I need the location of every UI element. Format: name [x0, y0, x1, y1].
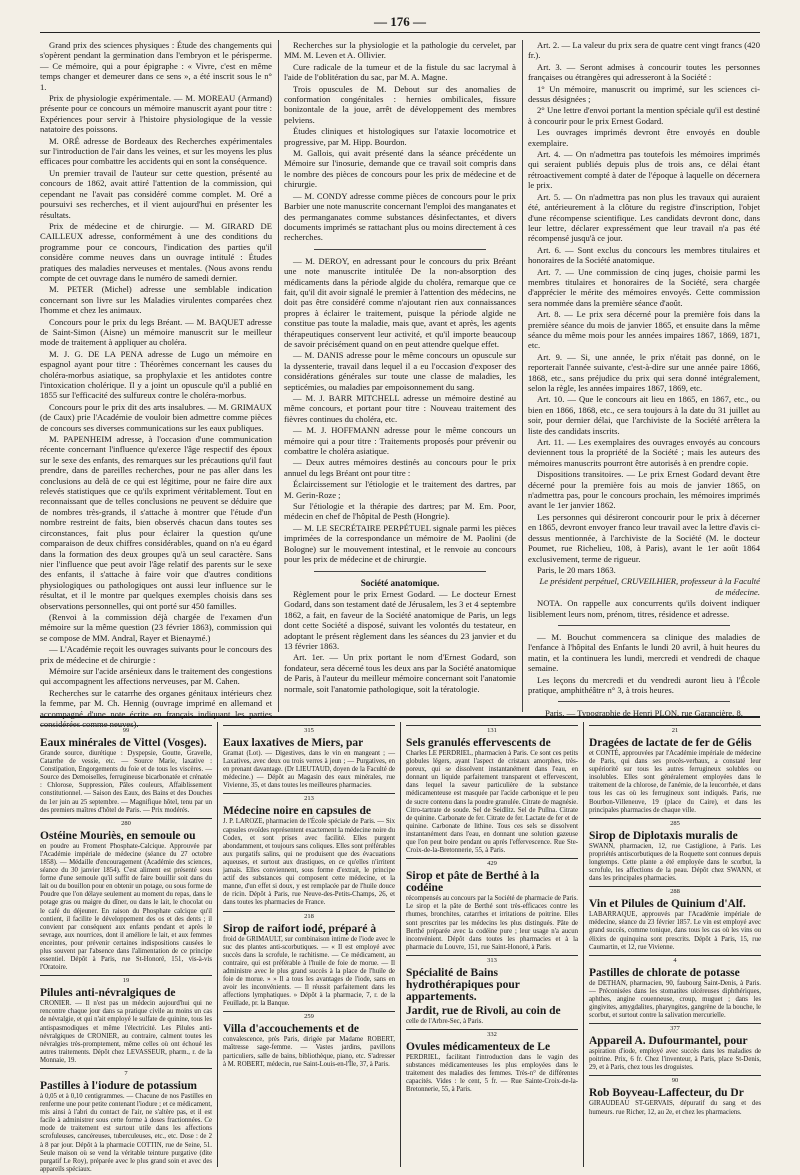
paragraph: Trois opuscules de M. Debout sur des anomalies de conformation congénitales : hernies ombilicales, fissure bonizontale de la joue, arrêt de développement des membres pelviens. — [284, 83, 516, 125]
ad-body: et CONTÉ, approuvées par l'Académie impériale de médecine de Paris, qui dans ses procès-verbaux, a constaté leur supériorité sur tous les autres ferrugineux solubles ou insolubles. Elles sont généralement employées dans le traitement de la chlorose, de l'anémie, de la leucorrhée, et dans tous les cas où les ferrugineux sont indiqués. Paris, rue Bourbon-Villeneuve, 19 (place du Caire), et dans les principales pharmacies de chaque ville. — [589, 750, 761, 814]
advertisement — [589, 1023, 761, 1072]
paragraph: Sur l'étiologie et la thérapie des dartres; par M. Em. Poor, médecin en chef de l'hôpital de Pesth (Hongrie). — [284, 501, 516, 522]
paragraph: Art. 5. — On n'admettra pas non plus les travaux qui auraient été, antérieurement à la clôture du registre d'inscription, l'objet d'une récompense scientifique. Les candidats devront donc, dans leur lettre, déclarer expressément que leur travail n'a pas été récompensé jusqu'à ce jour. — [528, 191, 760, 244]
ad-title: Appareil A. Dufourmantel, pour — [589, 1035, 748, 1048]
section-separator — [314, 571, 486, 572]
paragraph: Les personnes qui désireront concourir pour le prix à décerner en 1865, devront envoyer franco leur travail avec la lettre d'avis ci-dessus mentionnée, à l'archiviste de la Société (M. le docteur Poumet, rue Richelieu, 108, à Paris), avant le 1er août 1864 exclusivement, terme de rigueur. — [528, 511, 760, 564]
advertisement — [406, 1029, 578, 1094]
ad-body: Gramat (Lot). — Digestives, dans le vin en mangeant ; — Laxatives, avec deux ou trois verres à jeun ; — Purgatives, en en prenant davantage. (Dr LIEUTAUD, doyen de la Faculté de médecine.) — Dépôt au Magasin des eaux minérales, rue Vivienne, 35, et dans toutes les meilleures pharmacies. — [223, 750, 395, 790]
ad-number: 90 — [589, 1075, 761, 1085]
paragraph: Paris, le 20 mars 1863. — [537, 564, 616, 575]
advertisement — [223, 911, 395, 1009]
paragraph: — M. CONDY adresse comme pièces de concours pour le prix Barbier une note manuscrite concernant l'emploi des manganates et des permanganates comme substances désinfectantes, et divers documents imprimés se rattachant plus ou moins directement à ces recherches. — [284, 190, 516, 243]
advertisement — [223, 793, 395, 907]
paragraph: M. PAPENHEIM adresse, à l'occasion d'une communication récente concernant l'influence qu'exerce l'âge respectif des époux sur le sexe des enfants, des remarques sur les précautions qu'il faut prendre, dans de pareilles recherches, pour ne pas aller dans les conclusions au delà de ce qui est légitime, pour ne faire dire aux relevés statistiques que ce qu'ils expriment véritablement. Tout en reconnaissant que de telles conclusions ne peuvent se déduire que de nombres très-grands, il s'attache à montrer que l'étude d'un nombre restreint de faits, bien observés chacun dans toutes ses circonstances, fait plus pour éclairer la question qu'une comparaison de deux chiffres considérables, quand on n'a eu égard dans la formation des deux groupes qu'à un seul caractère. Sans nier l'influence que peut avoir l'âge relatif des parents sur le sexe des enfants, il s'attache à faire voir que d'autres conditions physiologiques ou pathologiques ont aussi leur influence sur le résultat, et il le montre par quelques exemples choisis dans ses observations personnelles, qui ont porté sur 450 familles. — [40, 434, 272, 611]
paragraph: Un premier travail de l'auteur sur cette question, présenté au concours de 1862, avait attiré l'attention de la commission, qui cependant ne l'avait pas considéré comme complet. M. Oré a poursuivi ses recherches, et il vient aujourd'hui en présenter les résultats. — [40, 167, 272, 220]
advertisement — [40, 1068, 212, 1174]
section-heading: Société anatomique. — [360, 577, 440, 588]
ad-title: Ostéine Mouriès, en semoule ou — [40, 829, 196, 842]
ad-body: aspiration d'iode, employé avec succès dans les maladies de poitrine. Prix, 6 fr. Chez l'inventeur, à Paris, place St-Denis, 29, et à Paris, chez tous les droguistes. — [589, 1048, 761, 1072]
ad-column-2 — [223, 722, 395, 1167]
ad-number: 288 — [589, 886, 761, 896]
paragraph: Art. 4. — On n'admettra pas toutefois les mémoires imprimés qui seraient publiés depuis plus de trois ans, ce délai étant rétroactivement compté à dater de l'époque à laquelle on décernera le prix. — [528, 149, 760, 191]
ad-number: 99 — [40, 725, 212, 735]
ad-title: Eaux minérales de Vittel (Vosges). — [40, 737, 207, 749]
ad-body: CRONIER. — Il n'est pas un médecin aujourd'hui qui ne rencontre chaque jour dans sa pratique civile au moins un cas de névralgie, et qui n'ait employé le sulfate de quinine, tous les antispasmodiques et même l'électricité. Les Pilules anti-névralgiques de CRONIER, au contraire, calment toutes les névralgies très-promptement, même celles où ont échoué les autres traitements. Dépôt chez LEVASSEUR, pharm., r. de la Monnaie, 19. — [40, 1000, 212, 1064]
ad-body: convalescence, près Paris, dirigée par Madame ROBERT, maîtresse sage-femme. — Vastes jardins, pavillons particuliers, salle de bains, bibliothèque, piano, etc. S'adresser à M. ROBERT, médecin, rue Saint-Louis-en-l'Île, 37, à Paris. — [223, 1036, 395, 1068]
paragraph: Recherches sur le catarrhe des organes génitaux intérieurs chez la femme, par M. Ch. Hennig (ouvrage imprimé en allemand et accompagné d'une note écrite en français indiquant les parties considérées comme neuves). — [40, 687, 272, 729]
paragraph: M. Gallois, qui avait présenté dans la séance précédente un Mémoire sur l'inosurie, demande que ce travail soit compris dans le nombre des pièces de concours pour les prix de médecine et de chirurgie. — [284, 148, 516, 190]
ad-number: 7 — [40, 1068, 212, 1078]
paragraph: (Renvoi à la commission déjà chargée de l'examen d'un mémoire sur la même question (23 février 1863), commission qui se compose de MM. Andral, Rayer et Bienaymé.) — [40, 611, 272, 643]
column-rule — [278, 40, 279, 712]
paragraph: Les leçons du mercredi et du vendredi auront lieu à l'École pratique, amphithéâtre n° 3, à trois heures. — [528, 674, 760, 695]
paragraph: Éclaircissement sur l'étiologie et le traitement des dartres, par M. Gerin-Roze ; — [284, 479, 516, 500]
section-separator — [558, 701, 730, 702]
ad-number: 218 — [223, 911, 395, 921]
ad-number: 315 — [223, 725, 395, 735]
ad-column-4 — [589, 722, 761, 1167]
paragraph: Art. 2. — La valeur du prix sera de quatre cent vingt francs (420 fr.). — [528, 40, 760, 61]
ad-number: 259 — [223, 1011, 395, 1021]
paragraph: Art. 10. — Que le concours ait lieu en 1865, en 1867, etc., ou bien en 1866, 1868, etc., ce sera toujours à la date du 31 juillet au soir, pour dernier délai, que l'archiviste de la Société arrêtera la liste des candidats inscrits. — [528, 394, 760, 436]
paragraph: Mémoire sur l'acide arsénieux dans le traitement des congestions qui accompagnent les affections nerveuses, par M. Cahen. — [40, 665, 273, 687]
ad-title: Eaux laxatives de Miers, par — [223, 737, 364, 749]
paragraph: Grand prix des sciences physiques : Étude des changements qui s'opèrent pendant la germination dans l'embryon et le périsperme. — Ce mémoire, qui a pour épigraphe : « Vivre, c'est en même temps changer et demeurer dans ce sens », a été inscrit sous le n° 1. — [40, 40, 272, 92]
ad-title: Sirop de Diplotaxis muralis de — [589, 829, 738, 842]
paragraph: Art. 1er. — Un prix portant le nom d'Ernest Godard, son fondateur, sera décerné tous les deux ans par la Société anatomique de Paris, à l'auteur du meilleur mémoire concernant soit l'anatomie normale, soit l'anatomie pathologique, soit la tératologie. — [284, 652, 516, 694]
advertisement — [406, 858, 578, 952]
paragraph: — M. J. BARR MITCHELL adresse un mémoire destiné au même concours, et portant pour titre : Nouveau traitement des fièvres continues du choléra, etc. — [284, 393, 516, 424]
paragraph: M. ORÉ adresse de Bordeaux des Recherches expérimentales sur l'introduction de l'air dans les veines, et sur les moyens les plus efficaces pour combattre les accidents qui en sont la conséquence. — [40, 135, 272, 167]
advertisement — [40, 975, 212, 1065]
paragraph: Recherches sur la physiologie et la pathologie du cervelet, par MM. M. Leven et A. Ollivier. — [284, 40, 516, 61]
ad-title: Ovules médicamenteux de Le — [406, 1040, 551, 1053]
ad-body: J. P. LAROZE, pharmacien de l'École spéciale de Paris. — Six capsules ovoïdes représentent exactement la médecine noire du Codex, et sont prises avec facilité. Elles purgent abondamment, et toujours sans coliques. Elles sont préférables aux purgatifs salins, qui ne produisent que des évacuations aqueuses, et surtout aux drastiques, en ce qu'elles n'irritent jamais. Elles conviennent, sous forme d'extrait, le principe actif des substances qui composent cette médecine, et la manne, d'un effet si doux, y est remplacée par de l'huile douce de ricin. Dépôt à Paris, rue Neuve-des-Petits-Champs, 26, et dans toutes les pharmacies de France. — [223, 818, 395, 907]
ad-title: Sirop de raifort iodé, préparé à — [223, 922, 377, 935]
advertisement — [589, 886, 761, 951]
ad-body: froid de GRIMAULT, sur combinaison intime de l'iode avec le suc des plantes anti-scorbutiques. — « Il est employé avec succès dans la scrofule, le rachitisme. — Ce médicament, au contraire, qui est préférable à l'huile de foie de morue. — Il administre avec le plus grand succès à la place de l'huile de foie de morue. » » Il a tous les avantages de l'iode, sans en avoir les inconvénients. — Il réussit parfaitement dans les affections lymphatiques. » Dépôt à la pharmacie, 7, r. de la Feuillade, pr. la Banque. — [223, 935, 395, 1008]
ad-body: GIRAUDEAU ST-GERVAIS, dépuratif du sang et des humeurs. rue Richer, 12, au 2e, et chez les pharmaciens. — [589, 1100, 761, 1116]
paragraph: Art. 11. — Les exemplaires des ouvrages envoyés au concours deviennent tous la propriété de la Société ; mais les auteurs des mémoires manuscrits pourront être autorisés à en prendre copie. — [528, 437, 760, 468]
paragraph: 1° Un mémoire, manuscrit ou imprimé, sur les sciences ci-dessus désignées ; — [528, 83, 760, 105]
ad-body: récompensés au concours par la Société de pharmacie de Paris. Le sirop et la pâte de Berthé sont très-efficaces contre les rhumes, bronchites, catarrhes et irritations de poitrine. Elles sont prescrites par les médecins les plus distingués. Pâte de Berthé préparée avec la codéine pure ; leur usage n'a aucun inconvénient. Dépôt dans toutes les pharmacies et à la pharmacie du Louvre, 151, rue Saint-Honoré, à Paris. — [406, 895, 578, 951]
advertisement — [589, 955, 761, 1020]
advertisement — [40, 818, 212, 973]
advertisement — [223, 1011, 395, 1068]
article-area — [40, 40, 760, 729]
paragraph: Les ouvrages imprimés devront être envoyés en double exemplaire. — [528, 127, 760, 148]
ad-body: Grande source, diurétique : Dyspepsie, Goutte, Gravelle, Catarrhe de vessie, etc. — Source Marie, laxative : Constipation, Engorgements du foie et de tous les viscères. — Source des Demoiselles, ferrugineuse bicarbonatée et crénatée : Chlorose, Suppression, Pâles couleurs, Affaiblissement constitutionnel. — Saison des Eaux, des Bains et des Douches du 1er juin au 25 septembre. — Magnifique hôtel, tenu par un des premiers maîtres d'hôtel de Paris. — Prix modérés. — [40, 750, 212, 814]
advertisement — [406, 1005, 578, 1026]
signature-line: Le président perpétuel, CRUVEILHIER, professeur à la Faculté de médecine. — [539, 576, 760, 597]
article-column-1 — [40, 40, 273, 729]
ad-number: 21 — [589, 725, 761, 735]
paragraph: 2° Une lettre d'envoi portant la mention spéciale qu'il est destiné à concourir pour le prix Ernest Godard. — [528, 105, 760, 126]
ad-body: de DETHAN, pharmacien, 90, faubourg Saint-Denis, à Paris. — Préconisées dans les stomatites ulcéreuses diphthériques, aphthes, angine couenneuse, croup, muguet ; dans les gingivites, amygdalites, pharyngites, gangrène de la bouche, le scorbut, et surtout contre la salivation mercurielle. — [589, 979, 761, 1020]
page-header — [40, 14, 760, 33]
paragraph: — L'Académie reçoit les ouvrages suivants pour le concours des prix de médecine et de chirurgie : — [40, 644, 272, 665]
ad-column-rule — [583, 722, 584, 1167]
advertisement — [406, 725, 578, 855]
paragraph: Art. 8. — Le prix sera décerné pour la première fois dans la première séance du mois de janvier 1865, et ensuite dans la même séance du même mois pour les années impaires 1867, 1869, 1871, etc. — [528, 309, 760, 351]
ad-title: Jardit, rue de Rivoli, au coin de — [406, 1004, 561, 1017]
paragraph: Art. 7. — Une commission de cinq juges, choisie parmi les membres titulaires et honoraires de la Société, sera chargée d'apprécier le mérite des mémoires envoyés. Cette commission sera nommée dans la première séance d'août. — [528, 266, 760, 308]
ad-number: 429 — [406, 858, 578, 868]
ad-column-rule — [217, 722, 218, 1167]
paragraph: — M. J. HOFFMANN adresse pour le même concours un mémoire qui a pour titre : Traitements proposés pour prévenir ou combattre le choléra asiatique. — [284, 425, 516, 457]
ad-number: 280 — [40, 818, 212, 828]
section-separator — [558, 625, 730, 626]
advertisement — [589, 818, 761, 883]
ad-number: 131 — [406, 725, 578, 735]
paragraph: Prix de physiologie expérimentale. — M. MOREAU (Armand) présente pour ce concours un mémoire manuscrit ayant pour titre : Expériences pour servir à l'histoire physiologique de la vessie natatoire des poissons. — [40, 93, 272, 135]
advertisement-area — [40, 722, 761, 1173]
paragraph: — M. DEROY, en adressant pour le concours du prix Bréant une note manuscrite intitulée De la non-absorption des médicaments dans la période algide du choléra, remarque que ce fait, qu'il dit avoir signalé le premier à l'attention des médecins, ne doit pas être considéré comme n'ajoutant rien aux connaissances propres à éclairer le traitement, puisque la période algide ne constitue pas toute la maladie, mais que, avant et après, les agents thérapeutiques conservent leur activité, et qu'il importe beaucoup de savoir précisément quand on en peut attendre quelque effet. — [284, 255, 516, 349]
paragraph: — M. Bouchut commencera sa clinique des maladies de l'enfance à l'hôpital des Enfants le lundi 20 avril, à huit heures du matin, et la continuera les lundi, mercredi et vendredi de chaque semaine. — [528, 631, 760, 674]
ad-title: Pilules anti-névralgiques de — [40, 987, 176, 1000]
ad-body: celle de l'Arbre-Sec, à Paris. — [406, 1017, 484, 1025]
ad-title: Spécialité de Bains hydrothérapiques pour appartements. — [406, 966, 520, 1003]
ad-body: Charles LE PERDRIEL, pharmacien à Paris. Ce sont ces petits globules légers, ayant l'aspect de cristaux amorphes, très-poreux, qui se dissolvent instantanément dans l'eau, en donnant un liquide parfaitement transparent et effervescent, dans lequel la saveur particulière de la substance médicamenteuse est masquée par l'acide carbonique et le peu de sucre contenu dans la poudre granulée. Citrate de magnésie. Citro-tartrate de soude. Sel de Seidlitz. Sel de Pullna. Citrate de quinine. Carbonate de fer. Citrate de fer. Lactate de fer et de quinine. Carbonate de lithine. Tous ces sels se dissolvent instantanément dans l'eau, en donnant une solution gazeuse que l'on peut boire pendant ou après l'effervescence. Rue Ste-Croix-de-la-Bretonnerie, 55, à Paris. — [406, 750, 578, 855]
section-separator — [314, 249, 486, 250]
ad-title: Pastilles à l'iodure de potassium — [40, 1080, 197, 1092]
advertisement — [40, 725, 212, 815]
ad-title: Dragées de lactate de fer de Gélis — [589, 737, 752, 749]
article-column-2 — [284, 40, 516, 712]
ad-title: Rob Boyveau-Laffecteur, du Dr — [589, 1087, 744, 1100]
paragraph: Règlement pour le prix Ernest Godard. — Le docteur Ernest Godard, dans son testament daté de Jérusalem, les 3 et 4 septembre 1862, a fait, en faveur de la Société anatomique de Paris, un legs dont cette Société a disposé, suivant les volontés du testateur, en adoptant le présent règlement dans les séances du 23 janvier et du 13 février 1863. — [284, 588, 516, 651]
advertisement — [589, 1075, 761, 1116]
ad-column-rule — [400, 722, 401, 1167]
paragraph: — M. DANIS adresse pour le même concours un opuscule sur la dyssenterie, travail dans lequel il a eu l'occasion d'exposer des considérations générales sur toute une classe de maladies, les septicémies, ou maladies par empoisonnement du sang. — [284, 350, 516, 392]
advertisement-divider — [40, 716, 760, 718]
ad-number: 332 — [406, 1029, 578, 1039]
ad-number: 19 — [40, 975, 212, 985]
advertisement — [589, 725, 761, 815]
ad-title: Sels granulés effervescents de — [406, 737, 551, 749]
ad-body: à 0,05 et à 0,10 centigrammes. — Chacune de nos Pastilles en renferme une pour petite contenant l'iodure ; et ce médicament, mis ainsi à l'abri du contact de l'air, ne s'altère pas, et il est facile à administrer sous cette forme à doses fractionnées. Ce mode de traitement est surtout utile dans les affections scrofuleuses, cancéreuses, tuberculeuses, etc., etc. Dose : de 2 à 8 par jour. Dépôt à la pharmacie COTTIN, rue de Seine, 51. Seule maison où se vend la véritable teinture purgative (dite purgatif Le Roy), préparée avec le plus grand soin et avec des appareils spéciaux. — [40, 1093, 212, 1173]
ad-column-1 — [40, 722, 212, 1173]
paragraph: M. J. G. DE LA PENA adresse de Lugo un mémoire en espagnol ayant pour titre : Théorèmes concernant les causes du choléra-morbus asiatique, sa prophylaxie et les antidotes contre l'intoxication cholérique. Il y a joint un opuscule qu'il a publié en 1855 sur l'efficacité des sulfureux contre le choléra-morbus. — [40, 348, 272, 401]
ad-number: 377 — [589, 1023, 761, 1033]
article-column-3 — [528, 40, 760, 719]
column-rule — [522, 40, 523, 712]
paragraph: NOTA. On rappelle aux concurrents qu'ils doivent indiquer lisiblement leurs nom, prénom, titres, résidence et adresse. — [528, 598, 760, 619]
ad-title: Pastilles de chlorate de potasse — [589, 966, 740, 979]
ad-title: Médecine noire en capsules de — [223, 805, 371, 818]
ad-number: 313 — [406, 955, 578, 965]
ad-body: PERDRIEL, facilitant l'introduction dans le vagin des substances médicamenteuses les plus employées dans le traitement des maladies des femmes. Très-n° de différentes capacités. Vides : le cent, 5 fr. — Rue Sainte-Croix-de-la-Bretonnerie, 55, à Paris. — [406, 1053, 578, 1094]
page-number: — 176 — — [374, 14, 426, 29]
paragraph: Dispositions transitoires. — Le prix Ernest Godard devant être décerné pour la première fois au mois de janvier 1865, on n'admettra pas, pour le concours prochain, les mémoires imprimés avant le 1er janvier 1862. — [528, 469, 760, 511]
ad-body: SWANN, pharmacien, 12, rue Castiglione, à Paris. Les propriétés antiscorbutiques de la Roquette sont connues depuis longtemps. Cette plante a été employée dans le scorbut, la scrofule, les affections de la peau. Dépôt chez SWANN, et dans les principales pharmacies. — [589, 842, 761, 883]
advertisement — [223, 725, 395, 790]
ad-body: en poudre au Froment Phosphate-Calcique. Approuvée par l'Académie impériale de médecine (séance du 27 octobre 1858). — Médaille d'encouragement (Académie des sciences, séance du 30 janvier 1854). C'est aliment est présenté sous forme d'une semoule qu'il suffit de faire bouillir soit dans du lait ou du bouillon pour en obtenir un potage, ou sous forme de Poudre que l'on délaye seulement au moment du repas, dans le potage gras ou maigre du dîner, ou dans le lait, le chocolat ou le café du déjeuner. En raison du Phosphate calcique qu'il contient, il facilite le développement des os et des dents ; il convient par conséquent aux enfants pendant et après le sevrage, aux nourrices, dont il améliore le lait, et aux femmes enceintes, pour prévenir certaines indispositions causées le plus souvent par l'absence dans l'alimentation de ce principe essentiel. Dépôt à Paris, rue St-Honoré, 151, vis-à-vis l'Oratoire. — [40, 842, 212, 972]
paragraph: Concours pour le prix dit des arts insalubres. — M. GRIMAUX (de Caux) prie l'Académie de vouloir bien admettre comme pièces de concours ses diverses communications sur les eaux publiques. — [40, 401, 272, 433]
paragraph: Art. 3. — Seront admises à concourir toutes les personnes françaises ou étrangères qui adresseront à la Société : — [528, 61, 760, 83]
paragraph: Études cliniques et histologiques sur l'ataxie locomotrice et progressive, par M. Hipp. Bourdon. — [284, 126, 516, 147]
ad-number: 4 — [589, 955, 761, 965]
ad-body: LABARRAQUE, approuvés par l'Académie impériale de médecine, séance du 23 février 1857. Le vin est employé avec grand succès, comme tonique, dans tous les cas où les vins ou élixirs de quinquina sont prescrits. Dépôt à Paris, 15, rue Caumartin, et 12, rue Vivienne. — [589, 911, 761, 951]
ad-number: 213 — [223, 793, 395, 803]
ad-number: 285 — [589, 818, 761, 828]
paragraph: Art. 6. — Sont exclus du concours les membres titulaires et honoraires de la Société anatomique. — [528, 244, 760, 266]
paragraph: Art. 9. — Si, une année, le prix n'était pas donné, on le reporterait l'année suivante, c'est-à-dire sur une année paire 1866, 1868, etc., sans préjudice du prix qui sera donné intégralement, selon la règle, les années impaires 1867, 1869, etc. — [528, 351, 760, 393]
advertisement — [406, 955, 578, 1003]
paragraph: — M. LE SECRÉTAIRE PERPÉTUEL signale parmi les pièces imprimées de la correspondance un mémoire de M. Paolini (de Bologne) sur le mouvement intestinal, et le renvoie au concours pour les prix de médecine et de chirurgie. — [284, 522, 516, 565]
ad-title: Vin et Pilules de Quinium d'Alf. — [589, 898, 746, 911]
paragraph: Concours pour le prix du legs Bréant. — M. BAQUET adresse de Saint-Simon (Aisne) un mémoire manuscrit sur le meilleur mode de traitement à appliquer au choléra. — [40, 316, 272, 348]
paragraph: — Deux autres mémoires destinés au concours pour le prix annuel du legs Bréant ont pour titre : — [284, 457, 516, 478]
paragraph: Prix de médecine et de chirurgie. — M. GIRARD DE CAILLEUX adresse, conformément à une des conditions du programme pour ce concours, l'indication des parties qu'il considère comme neuves dans un ouvrage intitulé : Études pratiques des maladies nerveuses et mentales. (Nous avons rendu compte de cet ouvrage dans le numéro de samedi dernier. — [40, 220, 272, 283]
paragraph: M. PETER (Michel) adresse une semblable indication concernant son livre sur les Maladies virulentes comparées chez l'homme et chez les animaux. — [40, 284, 272, 316]
printer-line: Paris. — Typographie de Henri PLON, rue Garancière, 8. — [545, 708, 743, 719]
ad-title: Villa d'accouchements et de — [223, 1023, 359, 1036]
ad-title: Sirop et pâte de Berthé à la codéine — [406, 870, 540, 895]
ad-column-3 — [406, 722, 578, 1167]
paragraph: Cure radicale de la tumeur et de la fistule du sac lacrymal à l'aide de l'oblitération du sac, par M. A. Magne. — [284, 61, 516, 83]
